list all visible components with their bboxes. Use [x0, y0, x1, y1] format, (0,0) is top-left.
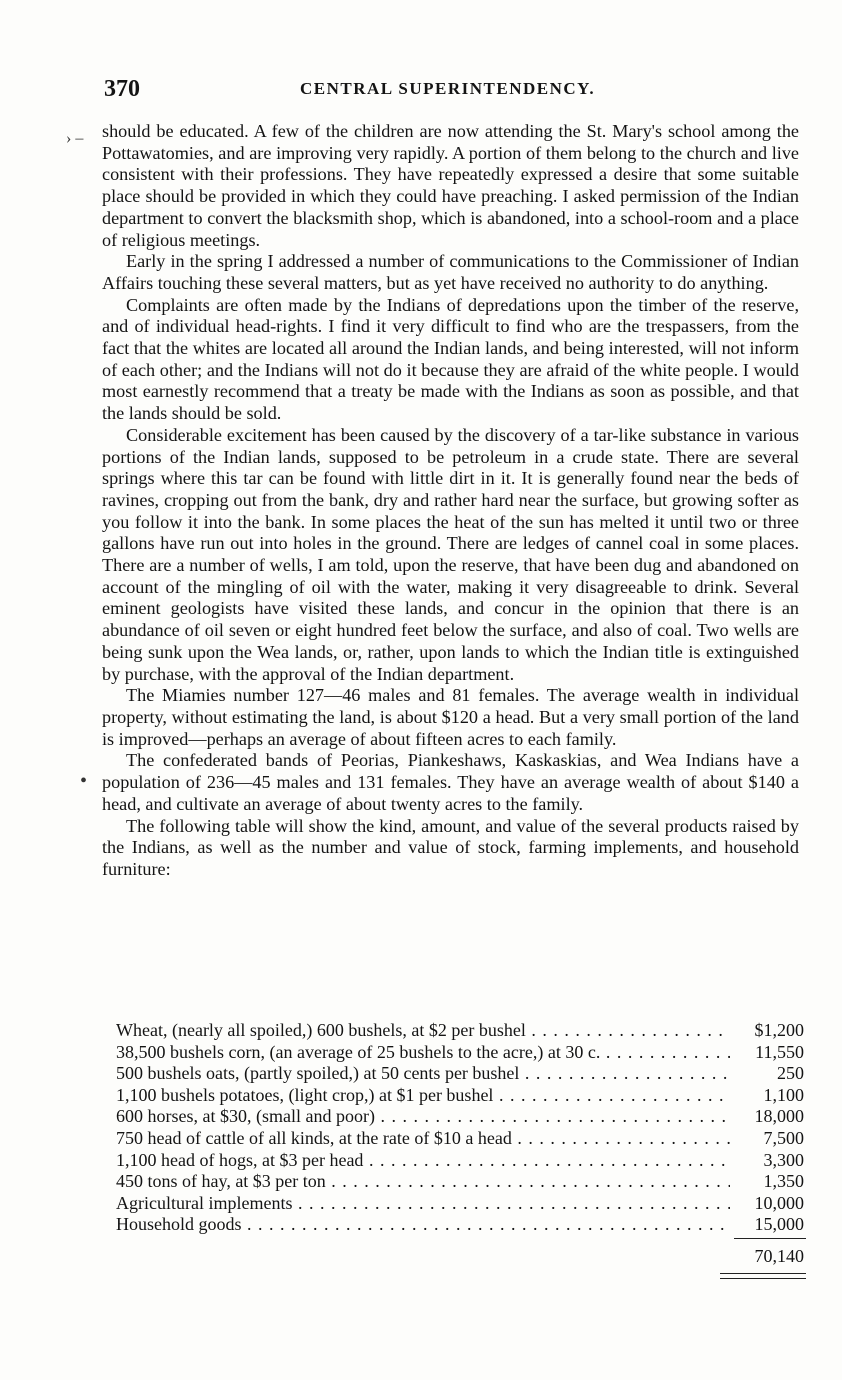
- row-item: Agricultural implements . . .: [116, 1193, 730, 1215]
- table-total: [720, 1238, 806, 1279]
- margin-dot: •: [80, 770, 88, 792]
- paragraph: Complaints are often made by the Indians of depredations upon the timber of the reserve, and of individual head-rights. I find it very difficult to find who are the trespassers, from the fact that the whites are located all around the Indian lands, and being interested, will not inform of each other; and the Indians will not do it because they are afraid of the white people. I would most earnestly recommend that a treaty be made with the Indians as soon as possible, and that the lands should be sold.: [102, 294, 799, 424]
- row-item: 750 head of cattle of all kinds, at the rate of $10 a head . . .: [116, 1128, 730, 1150]
- row-item: 1,100 bushels potatoes, (light crop,) at $1 per bushel . . .: [116, 1085, 730, 1107]
- paragraph: The following table will show the kind, amount, and value of the several products raised by the Indians, as well as the number and value of stock, farming implements, and household furniture:: [102, 815, 799, 879]
- total-value: 70,140: [754, 1246, 804, 1266]
- row-value: 1,100: [763, 1084, 804, 1105]
- sum-rule: [734, 1238, 806, 1239]
- table-row: [116, 1150, 804, 1172]
- page-number: 370: [104, 76, 140, 102]
- body-text: [102, 121, 799, 881]
- row-value: 3,300: [763, 1149, 804, 1170]
- running-head: CENTRAL SUPERINTENDENCY.: [300, 79, 596, 98]
- row-value: 18,000: [754, 1106, 804, 1127]
- row-item: Household goods . . .: [116, 1214, 730, 1236]
- table-row: [116, 1042, 804, 1064]
- row-value: 7,500: [763, 1127, 804, 1148]
- row-value: 15,000: [754, 1214, 804, 1235]
- table-row: [116, 1193, 804, 1215]
- row-value: 10,000: [754, 1192, 804, 1213]
- table-row: [116, 1106, 804, 1128]
- row-value: 250: [777, 1063, 804, 1084]
- row-value: 1,350: [763, 1171, 804, 1192]
- margin-mark: › –: [66, 130, 84, 147]
- table-row: [116, 1063, 804, 1085]
- table-row: [116, 1128, 804, 1150]
- double-rule: [720, 1273, 806, 1279]
- table-row: [116, 1020, 804, 1042]
- page-header: [104, 76, 804, 102]
- row-item: 500 bushels oats, (partly spoiled,) at 50 cents per bushel . . .: [116, 1063, 730, 1085]
- table-row: [116, 1085, 804, 1107]
- paragraph: should be educated. A few of the children are now attending the St. Mary's school among the Pottawatomies, and are improving very rapidly. A portion of them belong to the church and live consistent with their professions. They have repeatedly expressed a desire that some suitable place should be provided in which they could have preaching. I asked permission of the Indian department to convert the blacksmith shop, which is abandoned, into a school-room and a place of religious meetings.: [102, 121, 799, 250]
- products-table: [116, 1020, 804, 1236]
- table-row: [116, 1214, 804, 1236]
- paragraph: Considerable excitement has been caused by the discovery of a tar-like substance in various portions of the Indian lands, supposed to be petroleum in a crude state. There are several springs where this tar can be found with little dirt in it. It is generally found near the beds of ravines, cropping out from the bank, dry and rather hard near the surface, but growing softer as you follow it into the bank. In some places the heat of the sun has melted it until two or three gallons have run out into holes in the ground. There are ledges of cannel coal in some places. There are a number of wells, I am told, upon the reserve, that have been dug and abandoned on account of the mingling of oil with the water, making it very disagreeable to drink. Several eminent geologists have visited these lands, and concur in the opinion that there is an abundance of oil seven or eight hundred feet below the surface, and also of coal. Two wells are being sunk upon the Wea lands, or, rather, upon lands to which the Indian title is extinguished by purchase, with the approval of the Indian department.: [102, 424, 799, 684]
- paragraph: Early in the spring I addressed a number of communications to the Commissioner of Indian Affairs touching these several matters, but as yet have received no authority to do anything.: [102, 251, 799, 293]
- row-item: 38,500 bushels corn, (an average of 25 bushels to the acre,) at 30 c. . . .: [116, 1042, 730, 1064]
- row-item: 1,100 head of hogs, at $3 per head . . .: [116, 1150, 730, 1172]
- paragraph: The confederated bands of Peorias, Piankeshaws, Kaskaskias, and Wea Indians have a population of 236—45 males and 131 females. They have an average wealth of about $140 a head, and cultivate an average of about twenty acres to the family.: [102, 750, 799, 814]
- row-value: 11,550: [755, 1041, 804, 1062]
- row-item: Wheat, (nearly all spoiled,) 600 bushels, at $2 per bushel . . .: [116, 1020, 730, 1042]
- table-row: [116, 1171, 804, 1193]
- row-value: $1,200: [754, 1020, 804, 1040]
- row-item: 600 horses, at $30, (small and poor) . . .: [116, 1106, 730, 1128]
- row-item: 450 tons of hay, at $3 per ton . . .: [116, 1171, 730, 1193]
- paragraph: The Miamies number 127—46 males and 81 females. The average wealth in individual property, without estimating the land, is about $120 a head. But a very small portion of the land is improved—perhaps an average of about fifteen acres to each family.: [102, 685, 799, 749]
